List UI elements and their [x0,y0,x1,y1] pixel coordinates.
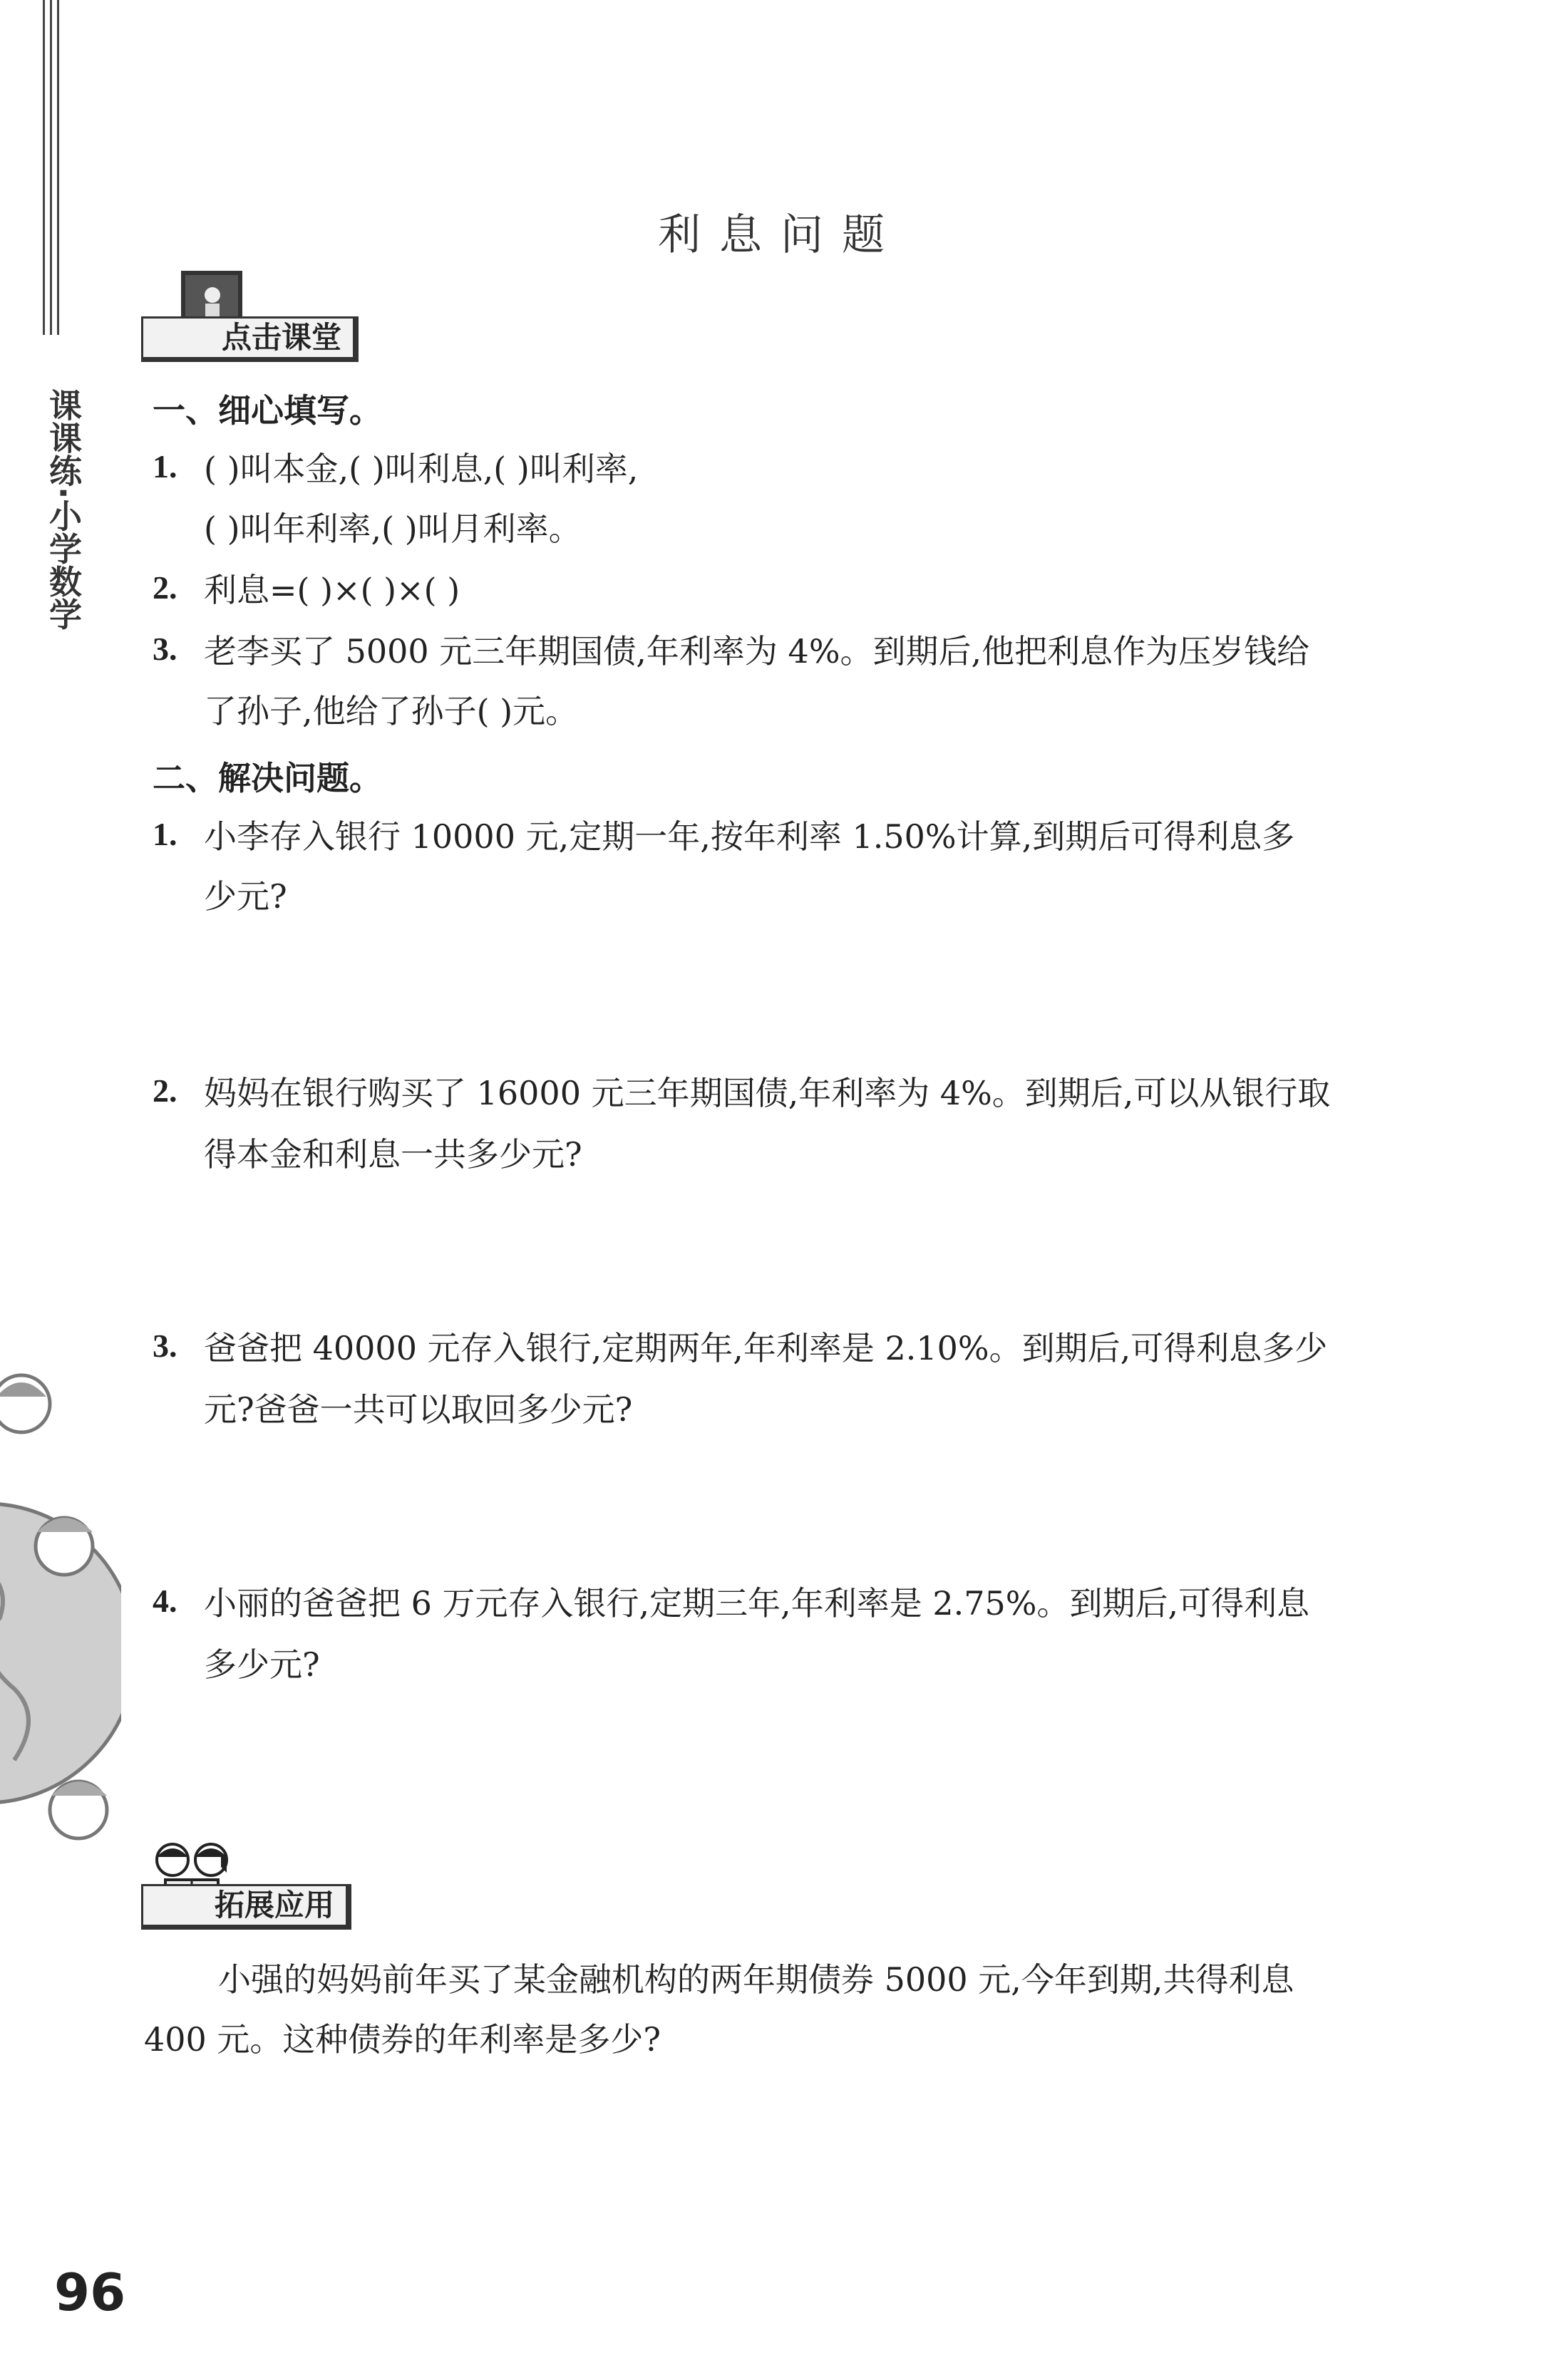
children-around-globe-illustration [0,1318,121,1903]
part2-heading: 二、解决问题。 [153,759,382,797]
question-text: 元?爸爸一共可以取回多少元? [204,1390,633,1429]
question-text: 利息=( )×( )×( ) [204,571,460,609]
question-number: 3. [153,1328,177,1364]
question-number: 1. [153,816,177,852]
question-text: 小李存入银行 10000 元,定期一年,按年利率 1.50%计算,到期后可得利息多 [204,817,1295,856]
question-text: 少元? [204,877,287,916]
question-text: ( )叫年利率,( )叫月利率。 [204,509,582,548]
question-text: 爸爸把 40000 元存入银行,定期两年,年利率是 2.10%。到期后,可得利息多少 [204,1329,1328,1367]
question-text: 多少元? [204,1645,320,1684]
question-text: 小丽的爸爸把 6 万元存入银行,定期三年,年利率是 2.75%。到期后,可得利息 [204,1584,1310,1623]
section-banner-extension [141,1838,441,1923]
extension-text: 400 元。这种债券的年利率是多少? [144,2020,661,2059]
question-text: 老李买了 5000 元三年期国债,年利率为 4%。到期后,他把利息作为压岁钱给 [204,632,1310,671]
question-text: 得本金和利息一共多少元? [204,1135,582,1174]
question-number: 2. [153,1072,177,1109]
section-banner-classroom [141,271,441,355]
banner-label: 拓展应用 [141,1884,351,1930]
question-text: ( )叫本金,( )叫利息,( )叫利率, [204,450,639,488]
question-text: 妈妈在银行购买了 16000 元三年期国债,年利率为 4%。到期后,可以从银行取 [204,1074,1331,1112]
question-text: 了孙子,他给了孙子( )元。 [204,692,579,730]
question-number: 4. [153,1583,177,1619]
series-title: 课课练·小学数学 [44,388,83,631]
page-title: 利息问题 [658,210,903,260]
question-number: 3. [153,631,177,667]
page-number: 96 [54,2262,126,2322]
extension-text: 小强的妈妈前年买了某金融机构的两年期债券 5000 元,今年到期,共得利息 [218,1960,1294,1999]
question-number: 2. [153,569,177,606]
banner-label: 点击课堂 [141,316,359,362]
part1-heading: 一、细心填写。 [153,391,382,430]
sidebar-rule-lines [43,0,64,335]
question-number: 1. [153,448,177,485]
